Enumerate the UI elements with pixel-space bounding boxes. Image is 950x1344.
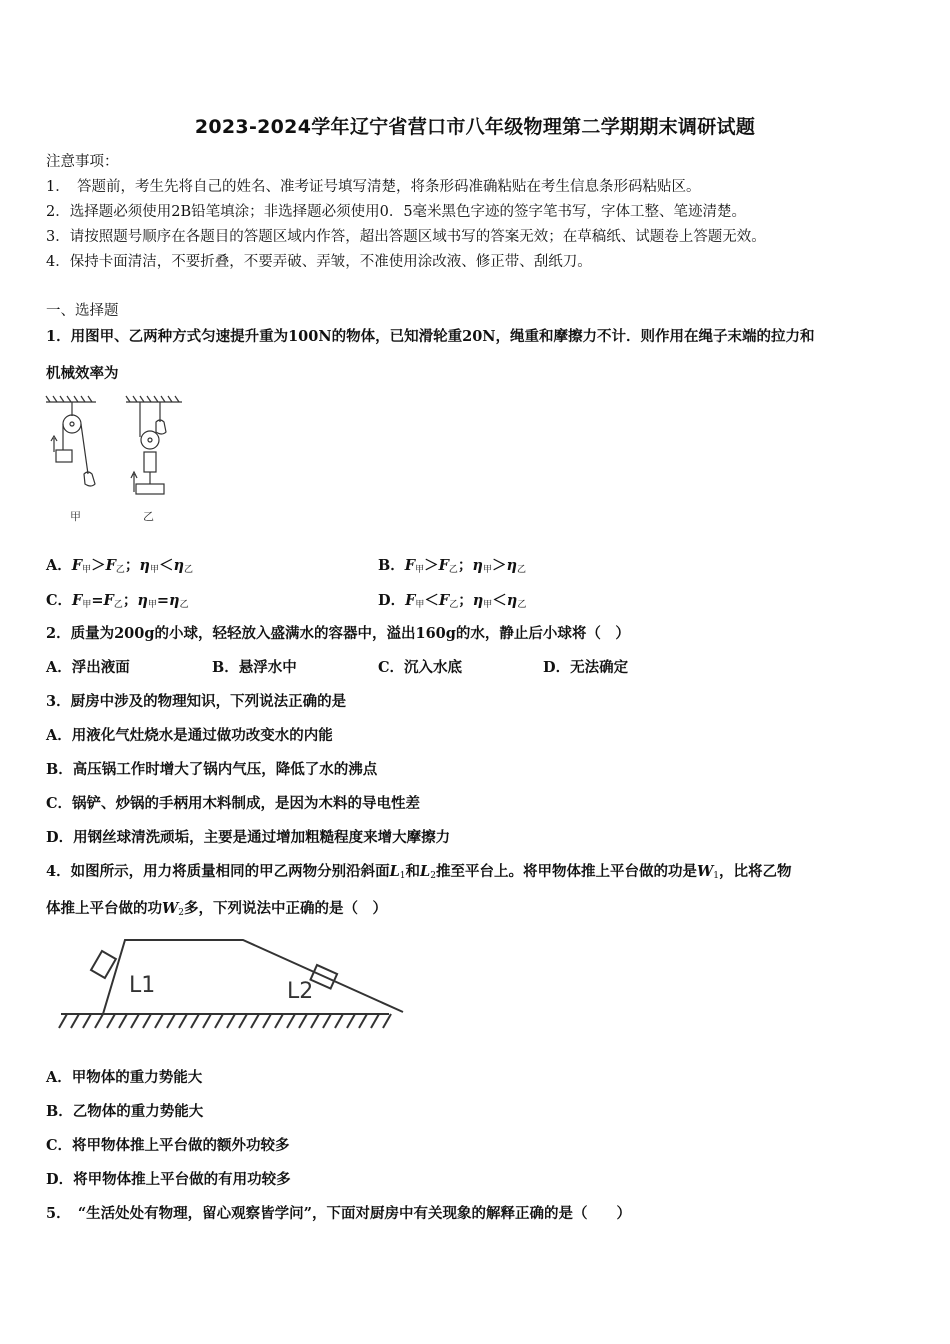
fig-l1-label: L1: [129, 973, 156, 998]
q1-option-a: A．$F_甲>F_乙$；$\eta_甲<\eta_乙$: [46, 557, 194, 575]
q3-option-c: C．锅铲、炒锅的手柄用木料制成，是因为木料的导电性差: [46, 795, 421, 812]
pulley-figure: [40, 392, 200, 527]
q2-option-d: D．无法确定: [543, 659, 629, 676]
q3-stem: 3．厨房中涉及的物理知识，下列说法正确的是: [46, 693, 347, 710]
q4-option-d: D．将甲物体推上平台做的有用功较多: [46, 1171, 291, 1188]
q2-option-b: B．悬浮水中: [212, 659, 297, 676]
notice-item-2: 2．选择题必须使用2B铅笔填涂；非选择题必须使用0．5毫米黑色字迹的签字笔书写，字体工整、笔迹清楚。: [46, 204, 747, 220]
q2-option-c: C．沉入水底: [378, 659, 463, 676]
q3-option-d: D．用钢丝球清洗顽垢，主要是通过增加粗糙程度来增大摩擦力: [46, 829, 451, 846]
q5-stem: 5． “生活处处有物理，留心观察皆学问”，下面对厨房中有关现象的解释正确的是（ ）: [46, 1205, 632, 1222]
q4-stem-line1: 4．如图所示，用力将质量相同的甲乙两物分别沿斜面$L_1$和$L_2$推至平台上。将甲物体推上平台做的功是$W_1$，比将乙物: [46, 863, 792, 881]
q3-option-a: A．用液化气灶烧水是通过做功改变水的内能: [46, 727, 333, 744]
q2-stem: 2．质量为200g的小球，轻轻放入盛满水的容器中，溢出160g的水，静止后小球将（ ）: [46, 625, 630, 642]
q4-stem-line2: 体推上平台做的功$W_2$多，下列说法中正确的是（ ）: [46, 900, 388, 918]
q1-stem-line2: 机械效率为: [46, 365, 119, 382]
section-heading: 一、选择题: [46, 303, 119, 319]
incline-figure: [55, 932, 405, 1040]
q3-option-b: B．高压锅工作时增大了锅内气压，降低了水的沸点: [46, 761, 378, 778]
q1-option-b: B．$F_甲>F_乙$；$\eta_甲>\eta_乙$: [378, 557, 527, 575]
notice-item-4: 4．保持卡面清洁，不要折叠，不要弄破、弄皱，不准使用涂改液、修正带、刮纸刀。: [46, 254, 592, 270]
fig-label-yi: 乙: [143, 510, 154, 523]
page-title: 2023-2024学年辽宁省营口市八年级物理第二学期期末调研试题: [194, 116, 756, 138]
q4-option-a: A．甲物体的重力势能大: [46, 1069, 203, 1086]
q4-option-c: C．将甲物体推上平台做的额外功较多: [46, 1137, 290, 1154]
q1-stem-line1: 1．用图甲、乙两种方式匀速提升重为100N的物体，已知滑轮重20N，绳重和摩擦力不计．则作用在绳子末端的拉力和: [46, 328, 815, 345]
q2-option-a: A．浮出液面: [46, 659, 130, 676]
q1-option-c: C．$F_甲=F_乙$；$\eta_甲=\eta_乙$: [46, 592, 189, 610]
q4-option-b: B．乙物体的重力势能大: [46, 1103, 204, 1120]
notice-heading: 注意事项：: [46, 154, 119, 170]
notice-item-3: 3．请按照题号顺序在各题目的答题区域内作答，超出答题区域书写的答案无效；在草稿纸、试题卷上答题无效。: [46, 229, 766, 245]
notice-item-1: 1． 答题前，考生先将自己的姓名、准考证号填写清楚，将条形码准确粘贴在考生信息条形码粘贴区。: [46, 179, 701, 195]
fig-label-jia: 甲: [70, 510, 81, 523]
fig-l2-label: L2: [287, 979, 314, 1004]
q1-option-d: D．$F_甲<F_乙$；$\eta_甲<\eta_乙$: [378, 592, 527, 610]
